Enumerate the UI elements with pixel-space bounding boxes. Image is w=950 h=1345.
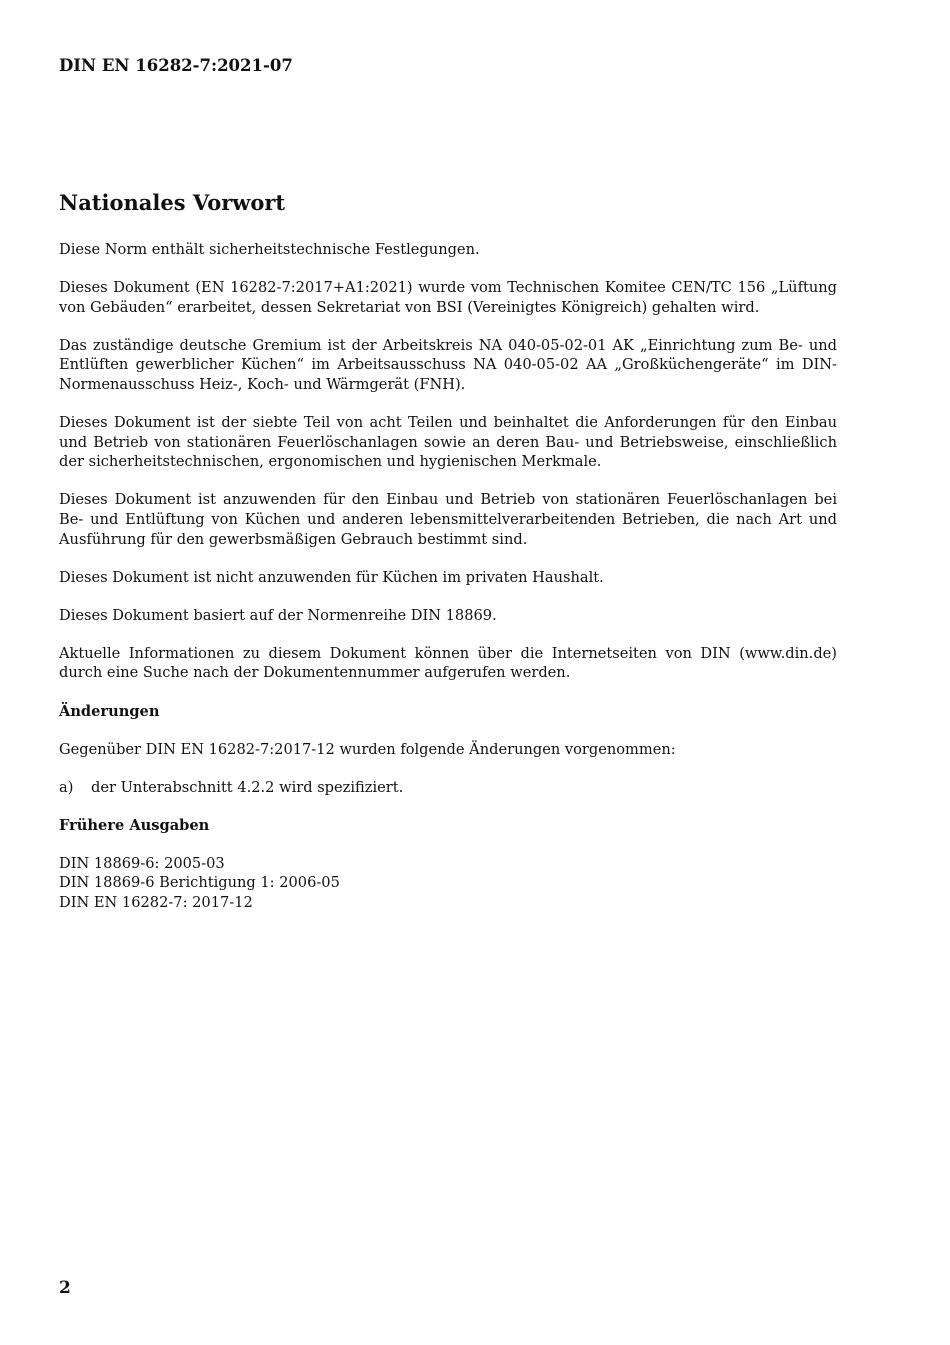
list-item-text: der Unterabschnitt 4.2.2 wird spezifiziert. [91,778,404,796]
paragraph: Diese Norm enthält sicherheitstechnische Festlegungen. [59,241,480,258]
changes-intro: Gegenüber DIN EN 16282-7:2017-12 wurden folgende Änderungen vorgenommen: [59,740,676,758]
paragraph: Dieses Dokument ist anzuwenden für den Einbau und Betrieb von stationären Feuerlöschanlagen bei Be- und Entlüftung von Küchen und anderen lebensmittelverarbeitenden Betrieben, die nach Art und Ausführung für den gewerbsmäßigen Gebrauch bestimmt sind. [59,491,837,548]
paragraph: Dieses Dokument ist nicht anzuwenden für Küchen im privaten Haushalt. [59,568,604,586]
document-id-header: DIN EN 16282-7:2021-07 [59,56,293,75]
section-title: Nationales Vorwort [59,190,286,215]
changes-heading: Änderungen [59,702,160,720]
paragraph: Aktuelle Informationen zu diesem Dokument können über die Internetseiten von DIN (www.din.de) durch eine Suche nach der Dokumentennummer aufgerufen werden. [59,644,837,682]
previous-editions-heading: Frühere Ausgaben [59,816,210,834]
previous-editions-list [59,854,837,913]
list-marker: a) [59,778,74,796]
page-number: 2 [59,1278,71,1298]
edition-item: DIN EN 16282-7: 2017-12 [59,894,253,912]
paragraph: Dieses Dokument basiert auf der Normenreihe DIN 18869. [59,606,497,624]
paragraph: Dieses Dokument (EN 16282-7:2017+A1:2021) wurde vom Technischen Komitee CEN/TC 156 „Lüftung von Gebäuden“ erarbeitet, dessen Sekretariat von BSI (Vereinigtes Königreich) gehalten wird. [59,279,837,316]
paragraph: Das zuständige deutsche Gremium ist der Arbeitskreis NA 040-05-02-01 AK „Einrichtung zum Be- und Entlüften gewerblicher Küchen“ im Arbeitsausschuss NA 040-05-02 AA „Großküchengeräte“ im DIN-Normenausschuss Heiz-, Koch- und Wärmgerät (FNH). [59,336,837,393]
foreword-section [59,188,837,913]
edition-item: DIN 18869-6: 2005-03 [59,854,225,872]
paragraph: Dieses Dokument ist der siebte Teil von acht Teilen und beinhaltet die Anforderungen für den Einbau und Betrieb von stationären Feuerlöschanlagen sowie an deren Bau- und Betriebsweise, einschließlich der sicherheitstechnischen, ergonomischen und hygienischen Merkmale. [59,414,837,471]
edition-item: DIN 18869-6 Berichtigung 1: 2006-05 [59,874,340,892]
list-item [59,778,837,798]
